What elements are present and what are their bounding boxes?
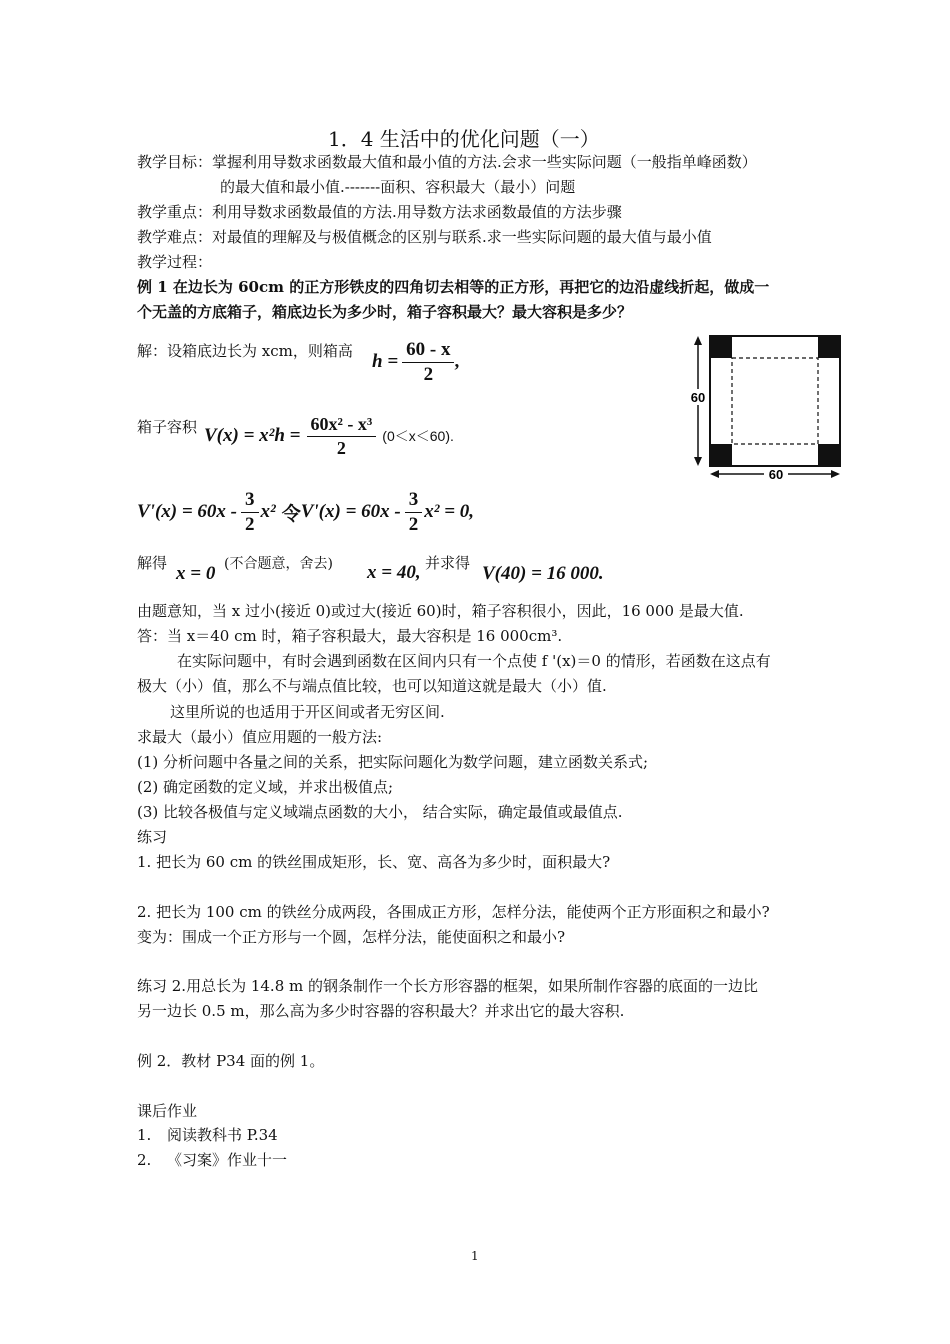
objectives-line-1 bbox=[137, 151, 757, 172]
side-arrow-top bbox=[694, 336, 702, 345]
h-fraction bbox=[402, 339, 454, 386]
practice-item: 2. 把长为 100 cm 的铁丝分成两段，各围成正方形，怎样分法，能使两个正方形面积之和最小? bbox=[137, 903, 770, 921]
d2-fraction bbox=[405, 489, 423, 536]
fold-lines bbox=[732, 358, 818, 444]
v-denominator: 2 bbox=[336, 437, 346, 458]
v-forty: V(40) = 16 000. bbox=[482, 563, 604, 584]
solve-label: 解得 bbox=[137, 554, 168, 572]
volume-label: 箱子容积 bbox=[137, 418, 198, 436]
practice-item: 变为：围成一个正方形与一个圆，怎样分法，能使面积之和最小? bbox=[137, 928, 566, 946]
d1-tail: x² bbox=[260, 501, 276, 522]
objectives-text: 掌握利用导数求函数最大值和最小值的方法.会求一些实际问题（一般指单峰函数） bbox=[212, 153, 757, 171]
v-domain: (0＜x＜60). bbox=[382, 428, 454, 444]
method-step: (3) 比较各极值与定义域端点函数的大小， 结合实际，确定最值或最值点. bbox=[137, 803, 623, 821]
homework-label: 课后作业 bbox=[137, 1102, 198, 1120]
homework-text: 《习案》作业十一 bbox=[167, 1151, 288, 1169]
bottom-arrow-right bbox=[831, 470, 840, 478]
solution-intro: 解：设箱底边长为 xcm，则箱高 bbox=[137, 342, 353, 360]
side-arrow-bottom bbox=[694, 457, 702, 466]
answer: 答：当 x＝40 cm 时，箱子容积最大，最大容积是 16 000cm³. bbox=[137, 627, 563, 645]
volume-formula bbox=[204, 410, 454, 462]
key-points-label: 教学重点： bbox=[137, 203, 213, 221]
h-numerator: 60 - x bbox=[402, 339, 454, 363]
d2-numerator: 3 bbox=[405, 489, 423, 513]
practice-item: 1. 把长为 60 cm 的铁丝围成矩形，长、宽、高各为多少时，面积最大? bbox=[137, 853, 611, 871]
practice2-line-1: 练习 2.用总长为 14.8 m 的钢条制作一个长方形容器的框架，如果所制作容器的底面的一边比 bbox=[137, 977, 759, 995]
x-zero: x = 0 bbox=[176, 563, 216, 584]
page-title: 1．4 生活中的优化问题（一） bbox=[328, 127, 600, 151]
homework-item bbox=[137, 1124, 278, 1145]
x-forty: x = 40, bbox=[367, 562, 421, 583]
example1-line-2: 个无盖的方底箱子，箱底边长为多少时，箱子容积最大？最大容积是多少？ bbox=[137, 303, 633, 321]
d1-denominator: 2 bbox=[245, 513, 255, 535]
remark2: 这里所说的也适用于开区间或者无穷区间. bbox=[170, 703, 445, 721]
practice2-line-2: 另一边长 0.5 m，那么高为多少时容器的容积最大？并求出它的最大容积. bbox=[137, 1002, 625, 1020]
d2-lhs: V'(x) = 60x - bbox=[300, 501, 401, 522]
method-step: (2) 确定函数的定义域，并求出极值点; bbox=[137, 778, 394, 796]
homework-num: 2. bbox=[137, 1151, 152, 1169]
box-net-figure bbox=[686, 333, 846, 483]
v-lhs: V(x) = x²h = bbox=[204, 425, 301, 446]
v-fraction bbox=[307, 414, 377, 459]
d1-numerator: 3 bbox=[241, 489, 259, 513]
homework-item bbox=[137, 1149, 287, 1170]
h-formula bbox=[372, 336, 459, 388]
corner-cut-bottom-right bbox=[818, 444, 840, 466]
key-points-text: 利用导数求函数最值的方法.用导数方法求函数最值的方法步骤 bbox=[212, 203, 622, 221]
process-label: 教学过程： bbox=[137, 253, 213, 271]
derivative-line bbox=[137, 486, 474, 538]
homework-num: 1. bbox=[137, 1126, 152, 1144]
example1-line-1: 例 1 在边长为 60cm 的正方形铁皮的四角切去相等的正方形，再把它的边沿虚线折起，做成一 bbox=[137, 278, 770, 296]
remark1-line-1: 在实际问题中，有时会遇到函数在区间内只有一个点使 f '(x)＝0 的情形，若函数在这点有 bbox=[177, 652, 771, 670]
difficulties-text: 对最值的理解及与极值概念的区别与联系.求一些实际问题的最大值与最小值 bbox=[212, 228, 712, 246]
page-number: 1 bbox=[471, 1249, 479, 1263]
d2-tail: x² = 0, bbox=[424, 501, 475, 522]
difficulties-label: 教学难点： bbox=[137, 228, 213, 246]
x-zero-note: (不合题意，舍去) bbox=[224, 556, 333, 572]
practice-label: 练习 bbox=[137, 828, 168, 846]
d1-lhs: V'(x) = 60x - bbox=[137, 501, 238, 522]
find-label: 并求得 bbox=[425, 554, 471, 572]
bottom-arrow-left bbox=[710, 470, 719, 478]
difficulties bbox=[137, 226, 712, 247]
homework-text: 阅读教科书 P.34 bbox=[167, 1126, 278, 1144]
side-label: 60 bbox=[690, 390, 706, 405]
corner-cut-bottom-left bbox=[710, 444, 732, 466]
method-title: 求最大（最小）值应用题的一般方法: bbox=[137, 728, 383, 746]
key-points bbox=[137, 201, 622, 222]
v-numerator: 60x² - x³ bbox=[307, 414, 377, 437]
objectives-label: 教学目标： bbox=[137, 153, 213, 171]
remark1-line-2: 极大（小）值，那么不与端点值比较，也可以知道这就是最大（小）值. bbox=[137, 677, 607, 695]
ling-label: 令 bbox=[281, 502, 301, 525]
h-lhs: h = bbox=[372, 351, 399, 372]
method-step: (1) 分析问题中各量之间的关系，把实际问题化为数学问题，建立函数关系式; bbox=[137, 753, 649, 771]
bottom-label: 60 bbox=[768, 467, 784, 482]
corner-cut-top-right bbox=[818, 336, 840, 358]
d2-denominator: 2 bbox=[408, 513, 419, 535]
conclusion: 由题意知，当 x 过小(接近 0)或过大(接近 60)时，箱子容积很小，因此，16 000 是最大值. bbox=[137, 602, 744, 620]
objectives-line-2: 的最大值和最小值.-------面积、容积最大（最小）问题 bbox=[220, 178, 576, 196]
d1-fraction bbox=[241, 489, 259, 536]
example2: 例 2．教材 P34 面的例 1。 bbox=[137, 1052, 325, 1070]
h-denominator: 2 bbox=[423, 363, 434, 385]
h-tail: , bbox=[454, 351, 460, 372]
corner-cut-top-left bbox=[710, 336, 732, 358]
